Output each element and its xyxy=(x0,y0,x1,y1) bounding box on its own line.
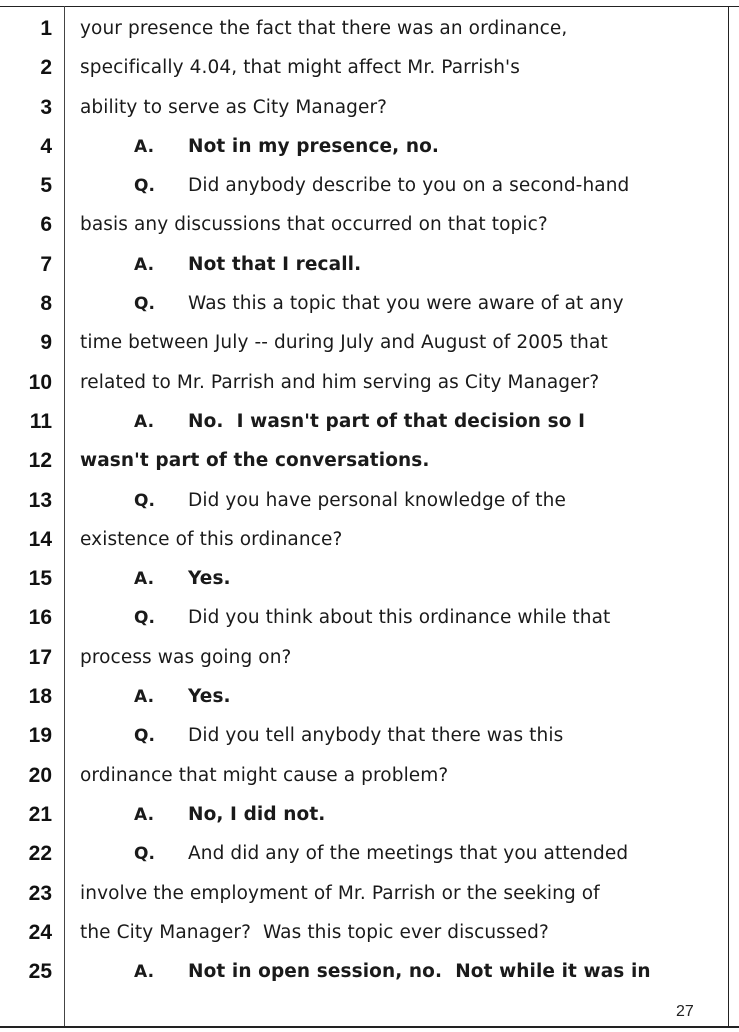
line-number: 15 xyxy=(28,567,52,591)
question-marker: Q. xyxy=(134,726,156,747)
answer-text: Yes. xyxy=(188,568,231,590)
transcript-line xyxy=(0,834,728,873)
transcript-line xyxy=(0,952,728,991)
line-number: 17 xyxy=(28,645,52,669)
line-text xyxy=(134,402,585,442)
line-number: 25 xyxy=(28,960,52,984)
transcript-line xyxy=(0,48,728,87)
question-text: involve the employment of Mr. Parrish or the seeking of xyxy=(80,882,600,904)
answer-text: No. I wasn't part of that decision so I xyxy=(188,410,586,432)
line-number: 2 xyxy=(40,56,52,80)
line-text xyxy=(80,205,548,244)
question-text: ability to serve as City Manager? xyxy=(80,96,388,118)
line-number: 10 xyxy=(28,370,52,394)
question-text: Did anybody describe to you on a second-hand xyxy=(188,175,630,197)
line-text xyxy=(80,9,567,48)
line-number: 3 xyxy=(40,95,52,119)
answer-text: Not that I recall. xyxy=(188,253,362,275)
transcript-line xyxy=(0,520,728,559)
line-number: 24 xyxy=(28,920,52,944)
top-border-rule xyxy=(0,6,739,7)
line-text xyxy=(80,363,599,402)
page-number: 27 xyxy=(676,1003,694,1020)
answer-marker: A. xyxy=(134,569,155,590)
transcript-line xyxy=(0,598,728,637)
transcript-line xyxy=(0,874,728,913)
question-text: Did you tell anybody that there was this xyxy=(188,725,564,747)
transcript-line xyxy=(0,166,728,205)
transcript-line xyxy=(0,481,728,520)
answer-text: wasn't part of the conversations. xyxy=(80,450,430,472)
question-text: specifically 4.04, that might affect Mr. Parrish's xyxy=(80,57,520,79)
line-number: 4 xyxy=(40,134,52,158)
answer-text: Yes. xyxy=(188,686,231,708)
transcript-line xyxy=(0,716,728,755)
question-marker: Q. xyxy=(134,608,156,629)
line-number: 14 xyxy=(28,527,52,551)
line-text xyxy=(80,323,608,362)
right-border-rule xyxy=(728,6,729,1028)
line-number: 7 xyxy=(40,252,52,276)
line-text xyxy=(134,166,629,206)
question-text: your presence the fact that there was an ordinance, xyxy=(80,18,568,39)
transcript-line xyxy=(0,127,728,166)
line-number: 9 xyxy=(40,331,52,355)
line-text xyxy=(80,638,291,677)
transcript-line xyxy=(0,363,728,402)
line-text xyxy=(134,481,566,521)
answer-text: Not in open session, no. Not while it was in xyxy=(188,961,651,983)
line-text xyxy=(134,716,563,756)
transcript-line xyxy=(0,284,728,323)
transcript-line xyxy=(0,677,728,716)
transcript-line xyxy=(0,913,728,952)
question-text: process was going on? xyxy=(80,646,292,668)
answer-marker: A. xyxy=(134,804,155,825)
line-number: 21 xyxy=(28,802,52,826)
line-number: 20 xyxy=(28,763,52,787)
line-number: 22 xyxy=(28,842,52,866)
question-marker: Q. xyxy=(134,844,156,865)
answer-text: No, I did not. xyxy=(188,803,326,825)
question-text: basis any discussions that occurred on that topic? xyxy=(80,214,548,236)
line-text xyxy=(134,834,628,874)
answer-text: Not in my presence, no. xyxy=(188,135,440,157)
question-marker: Q. xyxy=(134,294,156,315)
line-text xyxy=(80,874,600,913)
bottom-border-rule xyxy=(0,1026,739,1028)
question-text: time between July -- during July and August of 2005 that xyxy=(80,332,608,354)
line-number: 23 xyxy=(28,881,52,905)
line-number: 16 xyxy=(28,606,52,630)
transcript-line xyxy=(0,88,728,127)
transcript-line xyxy=(0,323,728,362)
line-number: 12 xyxy=(28,449,52,473)
line-number: 6 xyxy=(40,213,52,237)
transcript-line xyxy=(0,245,728,284)
transcript-line xyxy=(0,9,728,48)
line-number: 1 xyxy=(40,17,52,40)
line-text xyxy=(80,520,342,559)
question-text: ordinance that might cause a problem? xyxy=(80,764,449,786)
answer-marker: A. xyxy=(134,136,155,157)
answer-marker: A. xyxy=(134,254,155,275)
question-marker: Q. xyxy=(134,490,156,511)
line-number: 18 xyxy=(28,685,52,709)
question-text: Was this a topic that you were aware of at any xyxy=(188,293,624,315)
line-text xyxy=(134,559,231,599)
line-text xyxy=(134,245,361,285)
question-text: And did any of the meetings that you attended xyxy=(188,843,629,865)
line-text xyxy=(134,284,624,324)
answer-marker: A. xyxy=(134,687,155,708)
line-text xyxy=(134,127,439,167)
question-text: Did you think about this ordinance while that xyxy=(188,607,611,629)
line-text xyxy=(134,598,610,638)
line-text xyxy=(80,48,520,87)
line-text xyxy=(134,952,651,992)
line-number: 19 xyxy=(28,724,52,748)
transcript-line xyxy=(0,756,728,795)
transcript-body xyxy=(0,9,728,991)
line-text xyxy=(80,913,549,952)
question-text: the City Manager? Was this topic ever discussed? xyxy=(80,921,549,943)
question-marker: Q. xyxy=(134,176,156,197)
transcript-line xyxy=(0,795,728,834)
transcript-line xyxy=(0,205,728,244)
line-text xyxy=(134,677,231,717)
line-number: 13 xyxy=(28,488,52,512)
transcript-line xyxy=(0,559,728,598)
question-text: Did you have personal knowledge of the xyxy=(188,489,566,511)
question-text: related to Mr. Parrish and him serving as City Manager? xyxy=(80,371,600,393)
line-text xyxy=(80,441,430,480)
transcript-line xyxy=(0,638,728,677)
line-text xyxy=(134,795,325,835)
line-text xyxy=(80,756,448,795)
transcript-line xyxy=(0,402,728,441)
line-number: 8 xyxy=(40,292,52,316)
transcript-line xyxy=(0,441,728,480)
line-number: 5 xyxy=(40,174,52,198)
line-text xyxy=(80,88,387,127)
answer-marker: A. xyxy=(134,411,155,432)
question-text: existence of this ordinance? xyxy=(80,528,343,550)
answer-marker: A. xyxy=(134,962,155,983)
line-number: 11 xyxy=(29,409,52,433)
